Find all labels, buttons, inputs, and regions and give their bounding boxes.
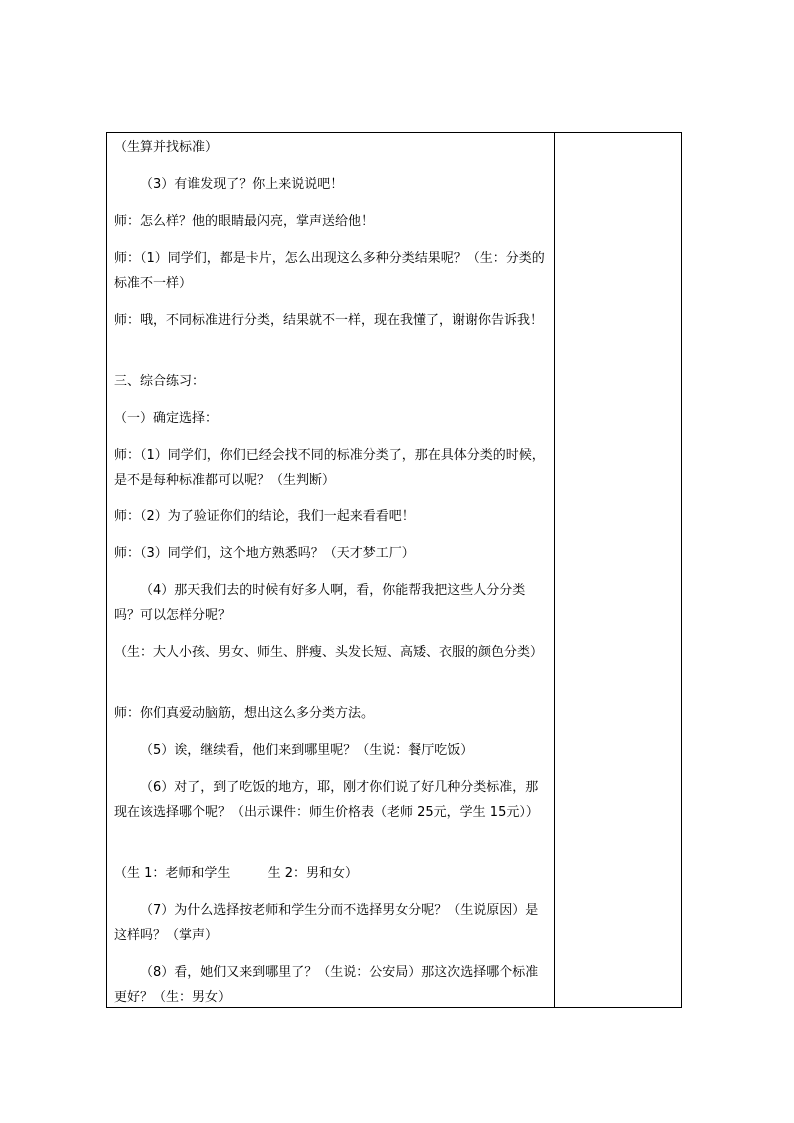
lesson-table [106,132,682,1008]
paragraph-11: （4）那天我们去的时候有好多人啊，看，你能帮我把这些人分分类吗？可以怎样分呢？ [114,583,526,623]
paragraph-14: （5）诶，继续看，他们来到哪里呢？（生说：餐厅吃饭） [140,743,474,758]
paragraph-17: （7）为什么选择按老师和学生分而不选择男女分呢？（生说原因）是这样吗？（掌声） [114,903,539,943]
paragraph-18: （8）看，她们又来到哪里了？（生说：公安局）那这次选择哪个标准更好？（生：男女） [114,965,539,1005]
paragraph-10: 师：（3）同学们，这个地方熟悉吗？（天才梦工厂） [114,546,415,561]
paragraph-16: （生 1：老师和学生 生 2：男和女） [114,866,358,881]
paragraph-12: （生：大人小孩、男女、师生、胖瘦、头发长短、高矮、衣服的颜色分类） [114,645,544,660]
paragraph-4: 师：（1）同学们，都是卡片，怎么出现这么多种分类结果呢？（生：分类的标准不一样） [114,251,545,291]
paragraph-15: （6）对了，到了吃饭的地方，耶，刚才你们说了好几种分类标准，那现在该选择哪个呢？（出示课件：师生价格表（老师 25元，学生 15元）） [114,780,539,820]
paragraph-3: 师：怎么样？他的眼睛最闪亮，掌声送给他！ [114,214,375,229]
paragraph-2: （3）有谁发现了？你上来说说吧！ [140,177,344,192]
paragraph-13: 师：你们真爱动脑筋，想出这么多分类方法。 [114,706,375,721]
paragraph-9: 师：（2）为了验证你们的结论，我们一起来看看吧！ [114,509,415,524]
paragraph-7: （一）确定选择： [114,411,219,426]
paragraph-8: 师：（1）同学们，你们已经会找不同的标准分类了，那在具体分类的时候，是不是每种标准都可以呢？（生判断） [114,448,545,488]
content-cell [107,133,555,1007]
notes-cell [555,133,681,1007]
paragraph-5: 师：哦，不同标准进行分类，结果就不一样，现在我懂了，谢谢你告诉我！ [114,313,544,328]
paragraph-6: 三、综合练习： [114,374,206,389]
paragraph-1: （生算并找标准） [114,140,219,155]
